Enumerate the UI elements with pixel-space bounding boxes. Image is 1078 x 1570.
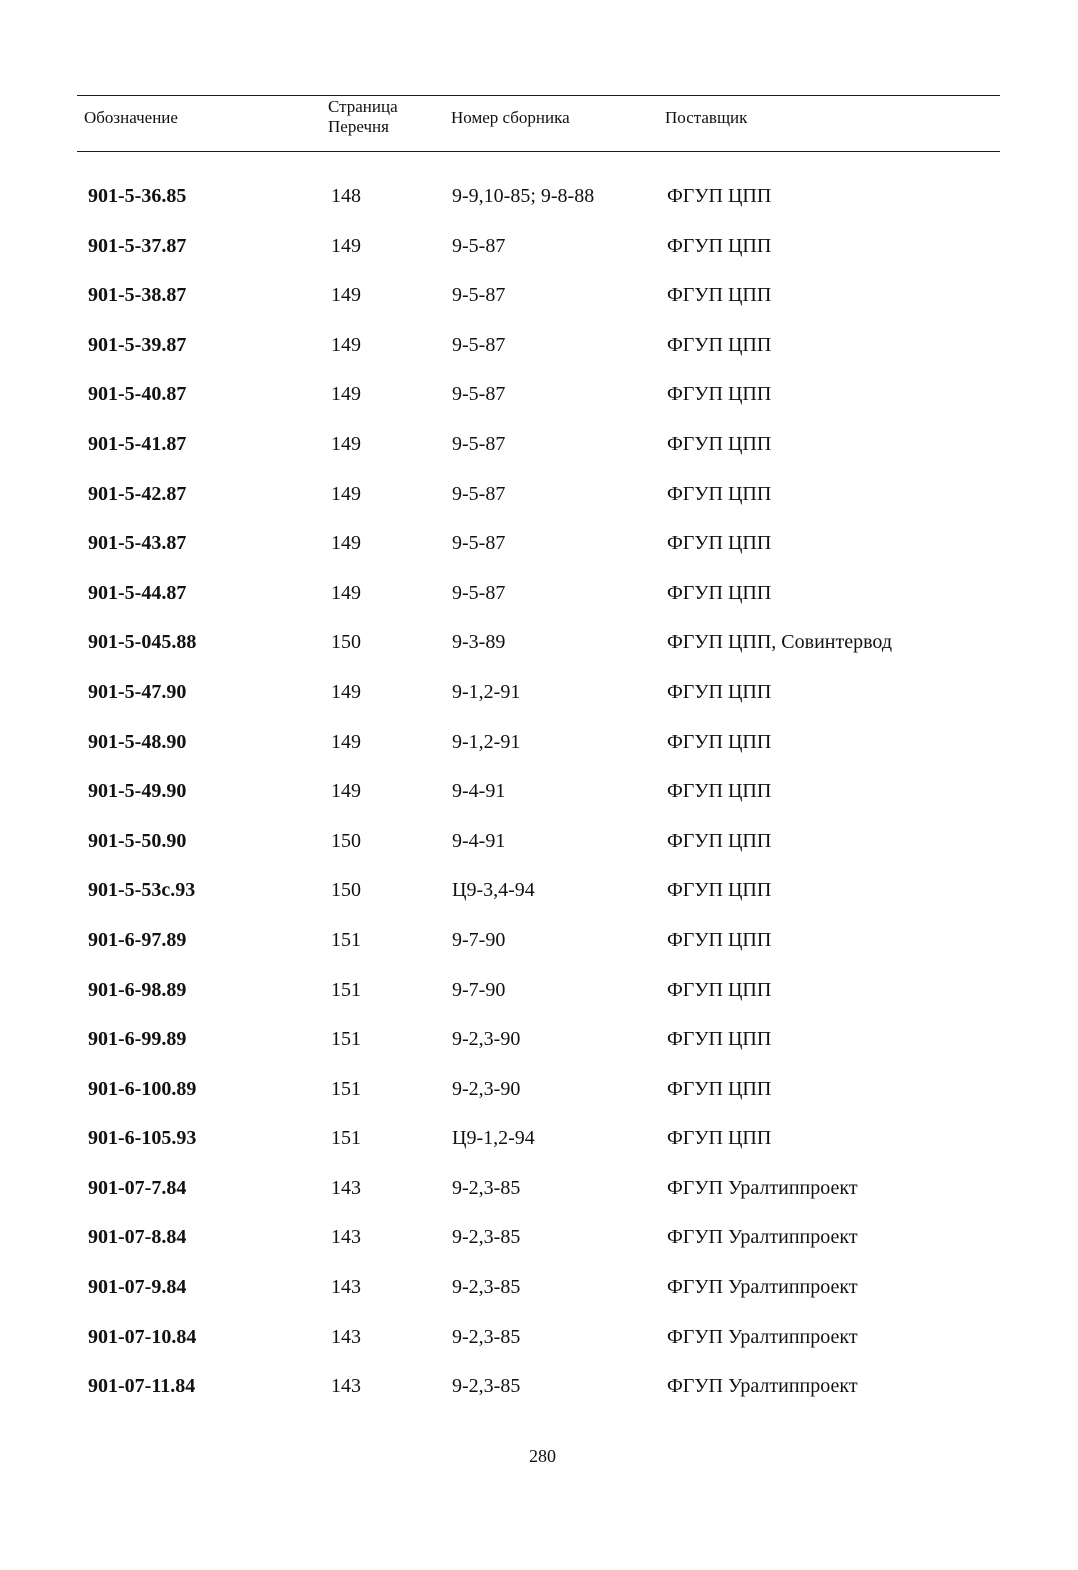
cell-page: 150 [331,631,361,654]
cell-collection: 9-7-90 [452,928,506,951]
table-row [0,679,1078,729]
table-row [0,729,1078,779]
cell-page: 149 [331,730,361,753]
cell-designation: 901-6-100.89 [88,1077,197,1100]
cell-page: 149 [331,780,361,803]
cell-page: 151 [331,1127,361,1150]
cell-page: 143 [331,1176,361,1199]
cell-supplier: ФГУП Уралтиппроект [667,1176,858,1199]
cell-page: 151 [331,1077,361,1100]
cell-page: 149 [331,482,361,505]
cell-collection: 9-1,2-91 [452,680,521,703]
cell-page: 151 [331,1028,361,1051]
cell-supplier: ФГУП ЦПП [667,333,772,356]
cell-supplier: ФГУП Уралтиппроект [667,1325,858,1348]
table-row [0,282,1078,332]
table-row [0,1224,1078,1274]
cell-page: 149 [331,532,361,555]
cell-collection: 9-3-89 [452,631,506,654]
cell-designation: 901-5-43.87 [88,532,187,555]
cell-supplier: ФГУП ЦПП [667,780,772,803]
cell-page: 149 [331,680,361,703]
cell-collection: 9-1,2-91 [452,730,521,753]
cell-page: 143 [331,1325,361,1348]
table-row [0,1076,1078,1126]
cell-designation: 901-5-045.88 [88,631,197,654]
cell-designation: 901-5-36.85 [88,185,187,207]
cell-page: 149 [331,333,361,356]
table-row [0,778,1078,828]
cell-supplier: ФГУП ЦПП [667,978,772,1001]
cell-collection: 9-2,3-85 [452,1325,521,1348]
table-row [0,530,1078,580]
table-row [0,381,1078,431]
cell-page: 149 [331,234,361,257]
cell-collection: 9-5-87 [452,432,506,455]
cell-collection: 9-9,10-85; 9-8-88 [452,185,595,207]
table-row [0,580,1078,630]
cell-collection: Ц9-1,2-94 [452,1127,535,1150]
table-row [0,1373,1078,1423]
cell-designation: 901-5-39.87 [88,333,187,356]
cell-page: 150 [331,829,361,852]
cell-collection: 9-5-87 [452,234,506,257]
cell-designation: 901-5-42.87 [88,482,187,505]
table-row [0,1026,1078,1076]
cell-page: 149 [331,581,361,604]
table-row [0,1175,1078,1225]
cell-page: 151 [331,978,361,1001]
cell-page: 149 [331,383,361,406]
table-row [0,183,1078,233]
table-row [0,927,1078,977]
table-row [0,1125,1078,1175]
cell-designation: 901-6-99.89 [88,1028,187,1051]
cell-designation: 901-5-40.87 [88,383,187,406]
cell-collection: 9-2,3-90 [452,1077,521,1100]
cell-collection: 9-2,3-85 [452,1276,521,1299]
table-row [0,481,1078,531]
page-number: 280 [529,1446,556,1466]
cell-designation: 901-6-97.89 [88,928,187,951]
header-supplier: Поставщик [665,108,748,127]
cell-supplier: ФГУП ЦПП [667,928,772,951]
cell-collection: 9-4-91 [452,780,506,803]
header-page [328,97,438,137]
cell-supplier: ФГУП ЦПП [667,234,772,257]
cell-page: 151 [331,928,361,951]
cell-collection: 9-7-90 [452,978,506,1001]
cell-supplier: ФГУП ЦПП [667,185,772,207]
cell-supplier: ФГУП ЦПП [667,829,772,852]
cell-designation: 901-5-37.87 [88,234,187,257]
header-designation: Обозначение [84,108,178,127]
cell-supplier: ФГУП Уралтиппроект [667,1375,858,1398]
cell-supplier: ФГУП ЦПП [667,879,772,902]
table-row [0,1274,1078,1324]
cell-supplier: ФГУП ЦПП [667,1028,772,1051]
cell-designation: 901-07-9.84 [88,1276,187,1299]
cell-page: 143 [331,1226,361,1249]
cell-designation: 901-5-49.90 [88,780,187,803]
cell-designation: 901-5-38.87 [88,284,187,307]
cell-supplier: ФГУП ЦПП [667,432,772,455]
cell-designation: 901-5-50.90 [88,829,187,852]
cell-supplier: ФГУП ЦПП [667,730,772,753]
table-row [0,1324,1078,1374]
cell-supplier: ФГУП ЦПП [667,581,772,604]
cell-collection: 9-2,3-85 [452,1226,521,1249]
cell-supplier: ФГУП ЦПП [667,1127,772,1150]
header-page-line2: Перечня [328,117,389,136]
cell-supplier: ФГУП ЦПП [667,532,772,555]
table-row [0,977,1078,1027]
cell-collection: 9-5-87 [452,333,506,356]
cell-supplier: ФГУП ЦПП [667,680,772,703]
table-row [0,828,1078,878]
header-page-line1: Страница [328,97,398,116]
table-row [0,629,1078,679]
header-collection: Номер сборника [451,108,570,127]
table-row [0,233,1078,283]
cell-designation: 901-5-48.90 [88,730,187,753]
cell-designation: 901-6-98.89 [88,978,187,1001]
cell-supplier: ФГУП ЦПП [667,284,772,307]
cell-collection: 9-2,3-85 [452,1375,521,1398]
header-bottom-rule [77,151,1000,152]
cell-collection: 9-5-87 [452,581,506,604]
cell-supplier: ФГУП ЦПП, Совинтервод [667,631,893,654]
table-row [0,431,1078,481]
cell-page: 150 [331,879,361,902]
table-row [0,877,1078,927]
cell-collection: 9-5-87 [452,532,506,555]
cell-supplier: ФГУП ЦПП [667,383,772,406]
header-top-rule [77,95,1000,96]
cell-designation: 901-5-41.87 [88,432,187,455]
cell-page: 143 [331,1276,361,1299]
cell-supplier: ФГУП Уралтиппроект [667,1276,858,1299]
cell-supplier: ФГУП Уралтиппроект [667,1226,858,1249]
cell-designation: 901-07-11.84 [88,1375,196,1398]
table-body [0,183,1078,1423]
cell-designation: 901-5-44.87 [88,581,187,604]
cell-page: 143 [331,1375,361,1398]
cell-collection: 9-2,3-90 [452,1028,521,1051]
cell-collection: Ц9-3,4-94 [452,879,535,902]
cell-designation: 901-5-47.90 [88,680,187,703]
cell-supplier: ФГУП ЦПП [667,1077,772,1100]
cell-page: 148 [331,185,361,207]
cell-collection: 9-5-87 [452,383,506,406]
table-row [0,332,1078,382]
cell-supplier: ФГУП ЦПП [667,482,772,505]
cell-collection: 9-2,3-85 [452,1176,521,1199]
cell-page: 149 [331,432,361,455]
cell-designation: 901-6-105.93 [88,1127,197,1150]
cell-designation: 901-07-7.84 [88,1176,187,1199]
cell-designation: 901-07-8.84 [88,1226,187,1249]
cell-collection: 9-4-91 [452,829,506,852]
cell-collection: 9-5-87 [452,284,506,307]
cell-designation: 901-5-53с.93 [88,879,196,902]
cell-collection: 9-5-87 [452,482,506,505]
cell-designation: 901-07-10.84 [88,1325,197,1348]
cell-page: 149 [331,284,361,307]
